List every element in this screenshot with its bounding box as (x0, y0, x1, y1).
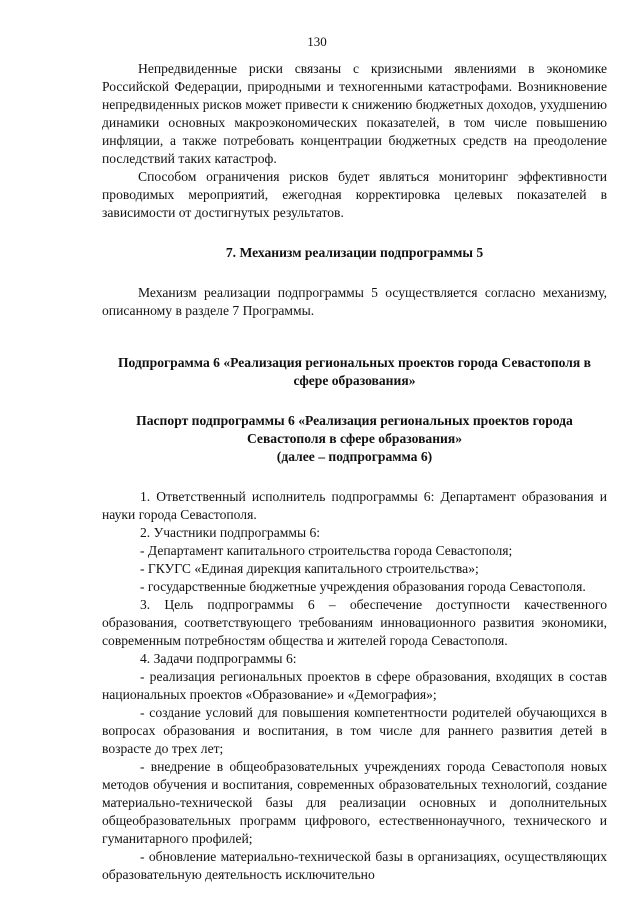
list-item: - реализация региональных проектов в сфере образования, входящих в состав национальных проектов «Образование» и «Демография»; (102, 669, 607, 702)
list-item: - создание условий для повышения компетентности родителей обучающихся в вопросах образования и воспитания, в том числе для раннего развития детей в возрасте до трех лет; (102, 705, 607, 756)
list-item: 2. Участники подпрограммы 6: (140, 525, 321, 540)
list-item: - ГКУГС «Единая дирекция капитального строительства»; (140, 561, 479, 576)
list-item: - обновление материально-технической базы в организациях, осуществляющих образовательную деятельность исключительно (102, 849, 607, 882)
subprogram-title: Подпрограмма 6 «Реализация региональных проектов города Севастополя в сфере образования» (117, 355, 592, 388)
passport-title: Паспорт подпрограммы 6 «Реализация региональных проектов города Севастополя в сфере образования» (136, 413, 573, 446)
list-item: - внедрение в общеобразовательных учреждениях города Севастополя новых методов обучения и воспитания, современных образовательных технологий, создание материально-технической базы для реализации основных и дополнительных общеобразовательных программ цифрового, естественнонаучного, технического и гуманитарного профилей; (102, 759, 607, 846)
paragraph-risks: Непредвиденные риски связаны с кризисными явлениями в экономике Российской Федерации, природными и техногенными катастрофами. Возникновение непредвиденных рисков может привести к снижению бюджетных доходов, ухудшению динамики основных макроэкономических показателей, в том числе повышению инфляции, а также потребовать концентрации бюджетных средств на преодоление последствий таких катастроф. (102, 61, 607, 166)
list-item: - государственные бюджетные учреждения образования города Севастополя. (140, 579, 586, 594)
passport-subtitle: (далее – подпрограмма 6) (276, 449, 433, 464)
passport-items (102, 488, 607, 884)
document-body (102, 60, 607, 884)
list-item: 1. Ответственный исполнитель подпрограммы 6: Департамент образования и науки города Севастополя. (102, 489, 607, 522)
section-heading-7: 7. Механизм реализации подпрограммы 5 (225, 245, 484, 260)
list-item: - Департамент капитального строительства города Севастополя; (140, 543, 513, 558)
list-item: 4. Задачи подпрограммы 6: (140, 651, 297, 666)
list-item: 3. Цель подпрограммы 6 – обеспечение доступности качественного образования, соответствующего требованиям инновационного развития экономики, современным потребностям общества и жителей города Севастополя. (102, 597, 607, 648)
paragraph-mechanism: Механизм реализации подпрограммы 5 осуществляется согласно механизму, описанному в разделе 7 Программы. (102, 285, 607, 318)
paragraph-risk-mitigation: Способом ограничения рисков будет являться мониторинг эффективности проводимых мероприятий, ежегодная корректировка целевых показателей в зависимости от достигнутых результатов. (102, 169, 607, 220)
page-number: 130 (307, 34, 327, 49)
